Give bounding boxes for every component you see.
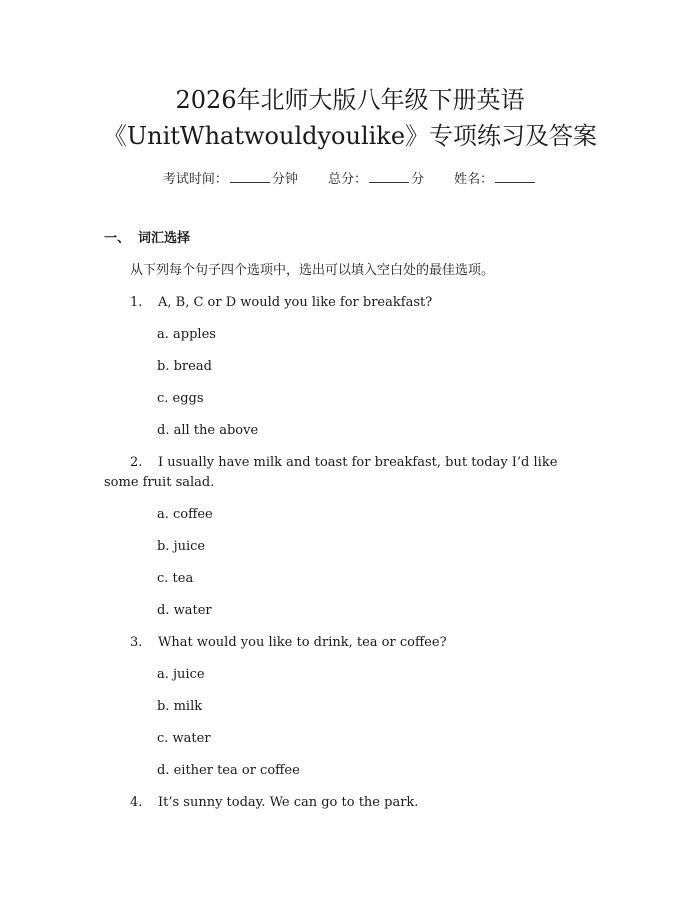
section-number: 一、 bbox=[104, 231, 131, 246]
question-text: I usually have milk and toast for breakfast, but today I’d like bbox=[158, 455, 558, 470]
question-2 bbox=[130, 453, 557, 473]
answer-option: b. milk bbox=[157, 699, 203, 714]
total-score-blank[interactable] bbox=[369, 168, 409, 183]
section-instruction: 从下列每个句子四个选项中，选出可以填入空白处的最佳选项。 bbox=[130, 263, 495, 278]
question-number: 1. bbox=[130, 295, 143, 310]
document-title-line-2: 《UnitWhatwouldyoulike》专项练习及答案 bbox=[102, 122, 598, 150]
question-number: 2. bbox=[130, 455, 143, 470]
question-text: What would you like to drink, tea or coffee? bbox=[158, 635, 447, 650]
exam-time-unit: 分钟 bbox=[271, 172, 298, 187]
exam-time-label: 考试时间： bbox=[162, 172, 228, 187]
answer-option: a. juice bbox=[157, 667, 205, 682]
section-heading bbox=[104, 229, 190, 249]
question-text-continuation: some fruit salad. bbox=[104, 475, 215, 490]
total-score-label: 总分： bbox=[327, 172, 367, 187]
student-name-blank[interactable] bbox=[495, 168, 535, 183]
answer-option: b. bread bbox=[157, 359, 212, 374]
section-title: 词汇选择 bbox=[138, 231, 191, 246]
question-1 bbox=[130, 293, 432, 313]
total-score-unit: 分 bbox=[411, 172, 425, 187]
total-score-field bbox=[328, 168, 424, 190]
answer-option: c. eggs bbox=[157, 391, 204, 406]
answer-option: c. water bbox=[157, 731, 211, 746]
answer-option: d. either tea or coffee bbox=[157, 763, 300, 778]
answer-option: a. coffee bbox=[157, 507, 213, 522]
question-number: 4. bbox=[130, 795, 143, 810]
exam-meta-line bbox=[0, 168, 700, 190]
answer-option: d. water bbox=[157, 603, 212, 618]
question-3 bbox=[130, 633, 447, 653]
student-name-label: 姓名： bbox=[454, 172, 494, 187]
exam-time-blank[interactable] bbox=[230, 168, 270, 183]
question-text: It’s sunny today. We can go to the park. bbox=[158, 795, 419, 810]
exam-time-field bbox=[163, 168, 298, 190]
question-4 bbox=[130, 793, 418, 813]
answer-option: a. apples bbox=[157, 327, 216, 342]
student-name-field bbox=[454, 168, 537, 190]
answer-option: c. tea bbox=[157, 571, 194, 586]
answer-option: d. all the above bbox=[157, 423, 259, 438]
question-text: A, B, C or D would you like for breakfast? bbox=[158, 295, 433, 310]
question-number: 3. bbox=[130, 635, 143, 650]
document-title-line-1: 2026年北师大版八年级下册英语 bbox=[175, 86, 525, 114]
answer-option: b. juice bbox=[157, 539, 206, 554]
